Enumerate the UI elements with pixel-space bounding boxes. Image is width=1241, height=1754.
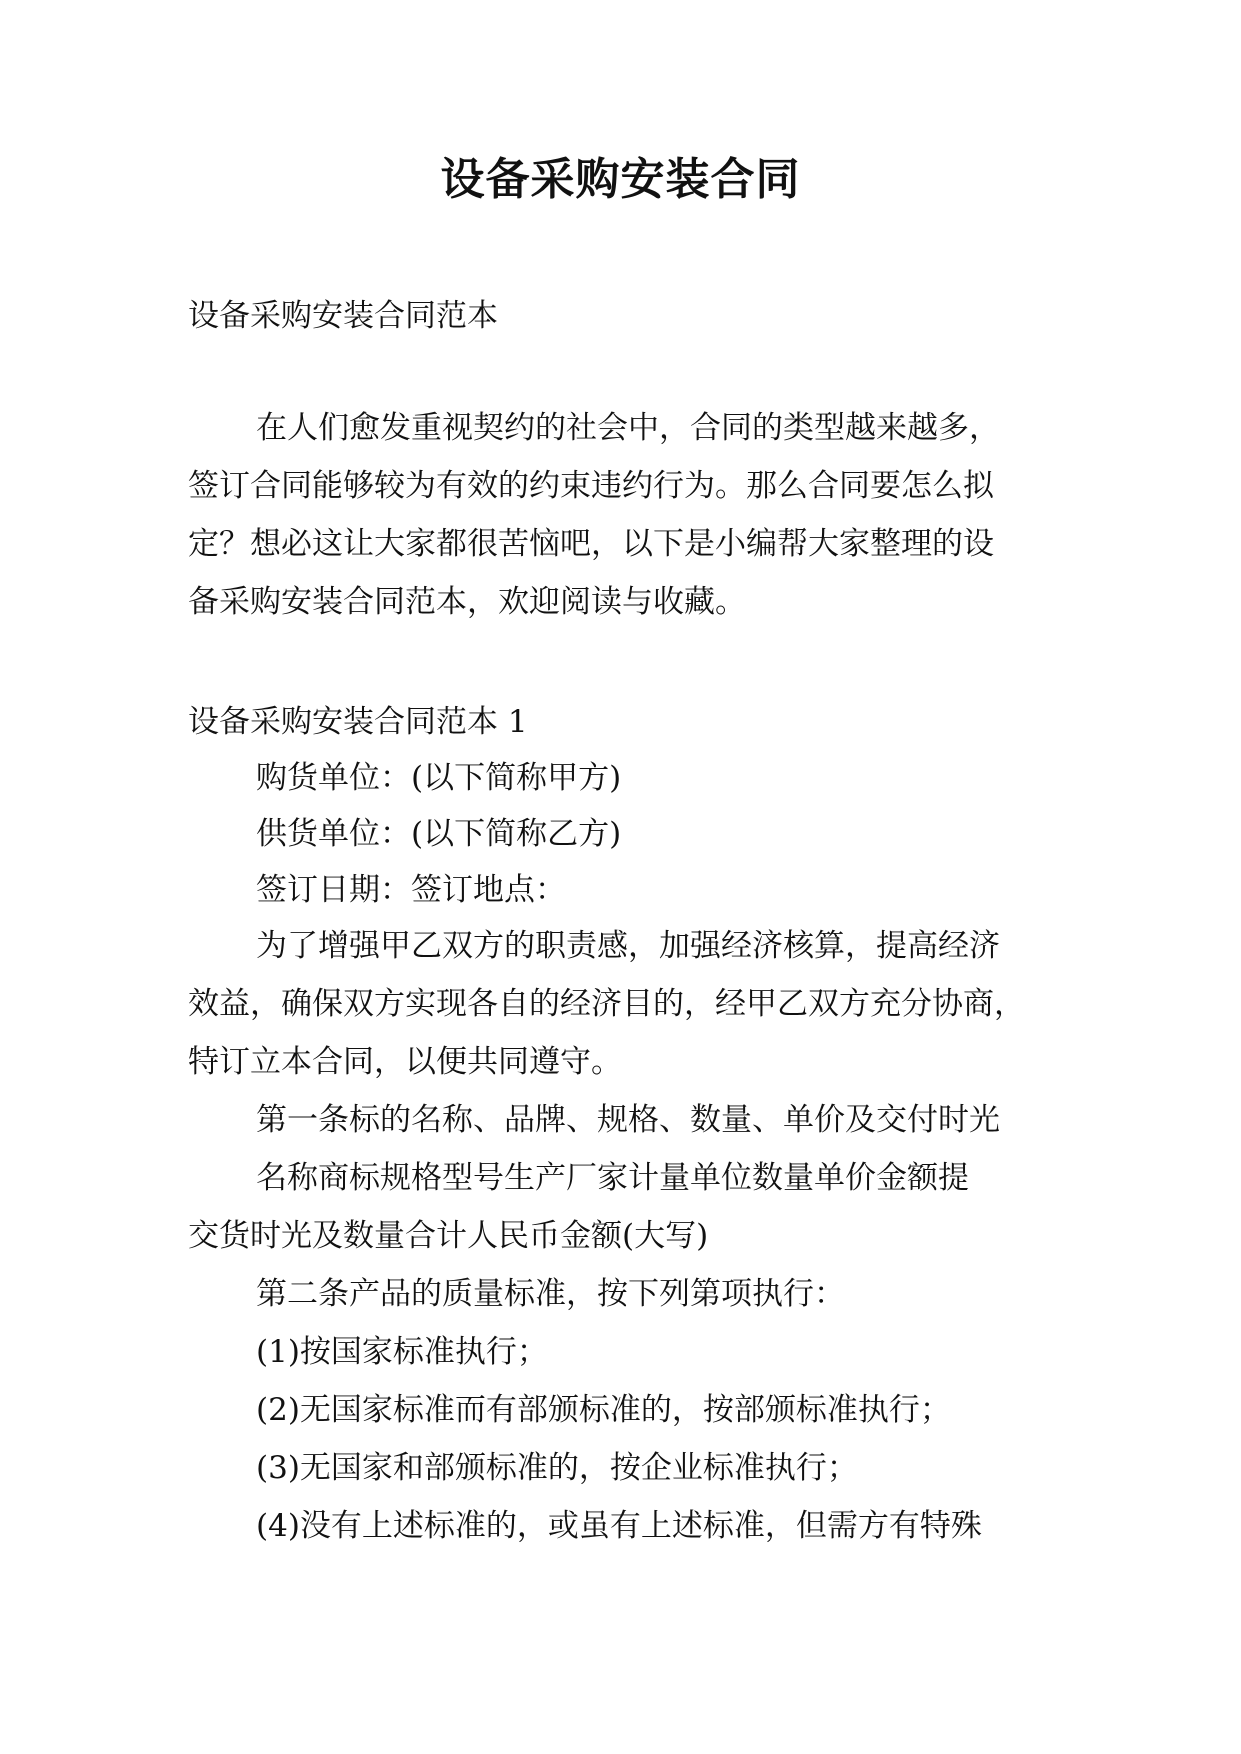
body-line: 特订立本合同，以便共同遵守。 xyxy=(188,1044,622,1080)
body-line: 签订日期：签订地点： xyxy=(256,872,566,908)
intro-line: 签订合同能够较为有效的约束违约行为。那么合同要怎么拟 xyxy=(188,468,994,504)
intro-line: 备采购安装合同范本，欢迎阅读与收藏。 xyxy=(188,584,746,620)
body-line: (3)无国家和部颁标准的，按企业标准执行； xyxy=(256,1450,858,1486)
body-line: 第一条标的名称、品牌、规格、数量、单价及交付时光 xyxy=(256,1102,1000,1138)
body-line: (1)按国家标准执行； xyxy=(256,1334,548,1370)
body-line: (2)无国家标准而有部颁标准的，按部颁标准执行； xyxy=(256,1392,951,1428)
body-line: 第二条产品的质量标准，按下列第项执行： xyxy=(256,1276,845,1312)
body-line: 供货单位：(以下简称乙方) xyxy=(256,816,622,852)
intro-line: 定？想必这让大家都很苦恼吧，以下是小编帮大家整理的设 xyxy=(188,526,994,562)
body-line: 为了增强甲乙双方的职责感，加强经济核算，提高经济 xyxy=(256,928,1000,964)
document-title: 设备采购安装合同 xyxy=(440,154,801,205)
section-heading: 设备采购安装合同范本 1 xyxy=(188,704,528,740)
intro-line: 在人们愈发重视契约的社会中，合同的类型越来越多， xyxy=(256,410,1000,446)
body-line: 名称商标规格型号生产厂家计量单位数量单价金额提 xyxy=(256,1160,969,1196)
body-line: (4)没有上述标准的，或虽有上述标准，但需方有特殊 xyxy=(256,1508,982,1544)
document-subtitle: 设备采购安装合同范本 xyxy=(188,298,498,334)
body-line: 购货单位：(以下简称甲方) xyxy=(256,760,622,796)
body-line: 效益，确保双方实现各自的经济目的，经甲乙双方充分协商， xyxy=(188,986,1025,1022)
body-line: 交货时光及数量合计人民币金额(大写) xyxy=(188,1218,709,1254)
